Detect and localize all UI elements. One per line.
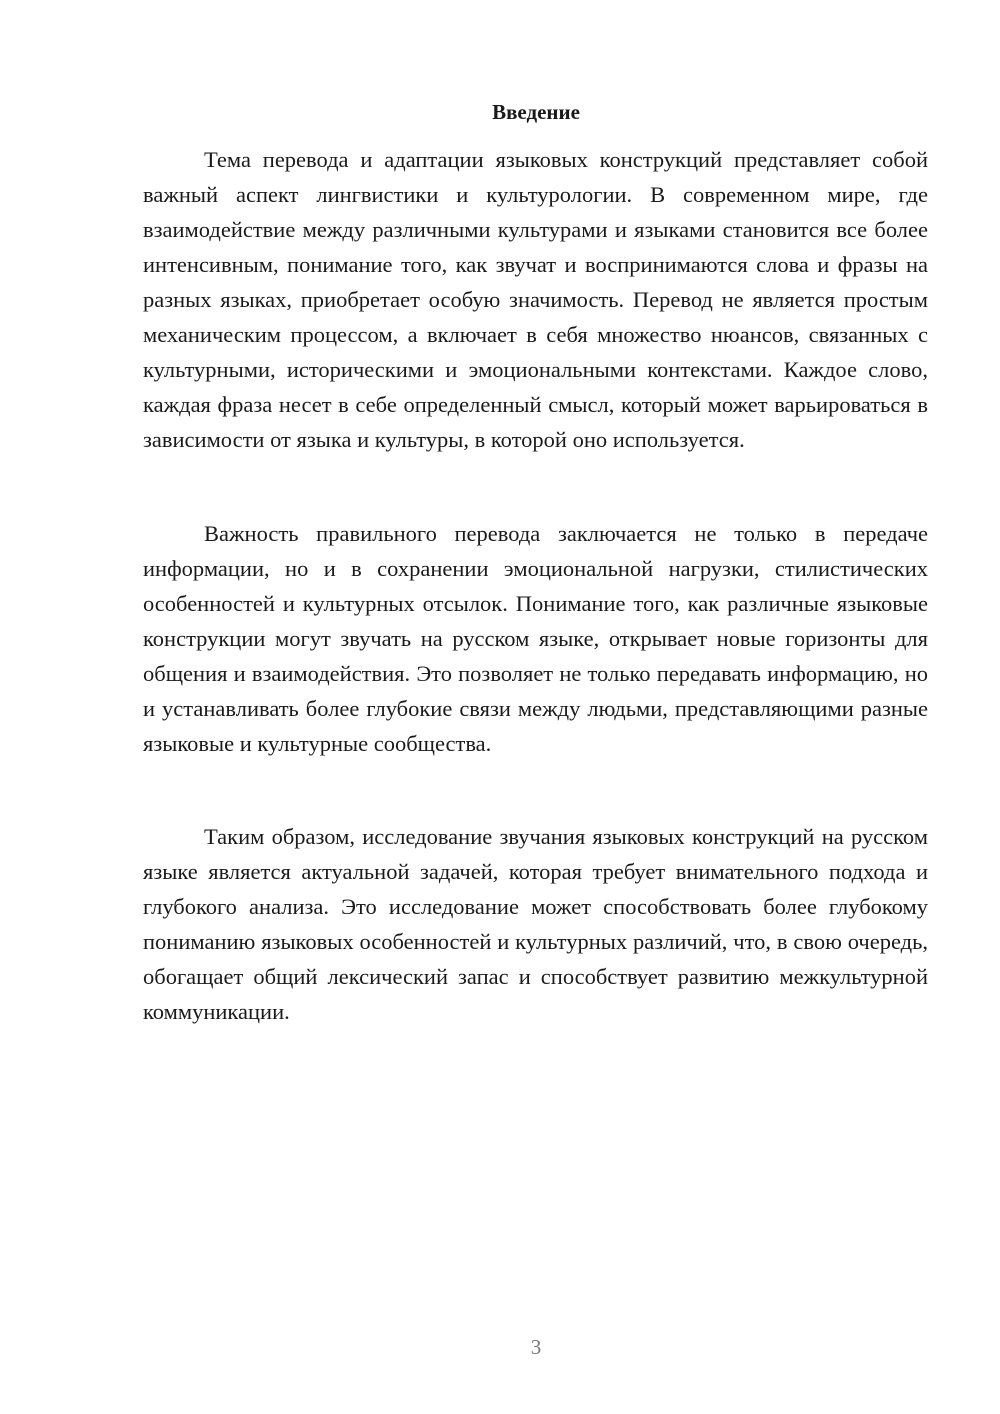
- paragraph-2: Важность правильного перевода заключается не только в передаче информации, но и в сохранении эмоциональной нагрузки, стилистических особенностей и культурных отсылок. Понимание того, как различные языковые конструкции могут звучать на русском языке, открывает новые горизонты для общения и взаимодействия. Это позволяет не только передавать информацию, но и устанавливать более глубокие связи между людьми, представляющими разные языковые и культурные сообщества.: [143, 521, 928, 756]
- paragraph-3: Таким образом, исследование звучания языковых конструкций на русском языке является актуальной задачей, которая требует внимательного подхода и глубокого анализа. Это исследование может способствовать более глубокому пониманию языковых особенностей и культурных различий, что, в свою очередь, обогащает общий лексический запас и способствует развитию межкультурной коммуникации.: [143, 824, 928, 1024]
- paragraph-1: Тема перевода и адаптации языковых конструкций представляет собой важный аспект лингвистики и культурологии. В современном мире, где взаимодействие между различными культурами и языками становится все более интенсивным, понимание того, как звучат и воспринимаются слова и фразы на разных языках, приобретает особую значимость. Перевод не является простым механическим процессом, а включает в себя множество нюансов, связанных с культурными, историческими и эмоциональными контекстами. Каждое слово, каждая фраза несет в себе определенный смысл, который может варьироваться в зависимости от языка и культуры, в которой оно используется.: [143, 147, 928, 452]
- section-heading: Введение: [492, 100, 580, 124]
- page-number: 3: [530, 1335, 542, 1359]
